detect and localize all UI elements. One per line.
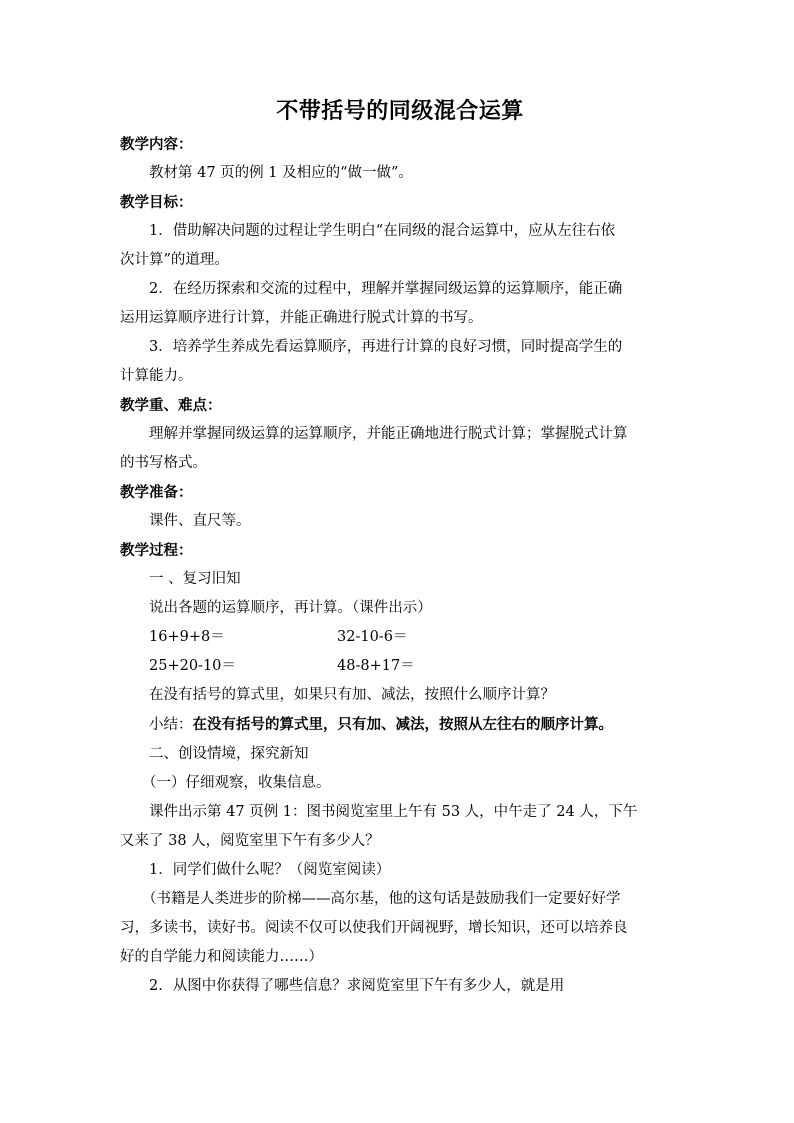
heading-key-points: 教学重、难点：: [120, 397, 222, 414]
summary-text: 在没有括号的算式里，只有加、减法，按照从左往右的顺序计算。: [192, 716, 613, 733]
heading-teaching-goals: 教学目标：: [120, 194, 193, 211]
paragraph-preparation: 课件、直尺等。: [149, 513, 251, 529]
key-points-line-1: 理解并掌握同级运算的运算顺序，并能正确地进行脱式计算；掌握脱式计算: [149, 426, 628, 442]
quote-line-3: 好的自学能力和阅读能力……）: [120, 949, 323, 965]
paragraph-teaching-content: 教材第 47 页的例 1 及相应的“做一做”。: [149, 165, 413, 181]
equation-row-1: [120, 623, 680, 652]
key-points-line-2: 的书写格式。: [120, 455, 207, 471]
heading-preparation: 教学准备：: [120, 484, 193, 501]
question-2: 2．从图中你获得了哪些信息？求阅览室里下午有多少人，就是用: [149, 978, 565, 994]
quote-line-2: 习，多读书，读好书。阅读不仅可以使我们开阔视野，增长知识，还可以培养良: [120, 920, 628, 936]
goal-2-line-1: 2．在经历探索和交流的过程中，理解并掌握同级运算的运算顺序，能正确: [149, 281, 623, 297]
lesson-plan-body: [120, 96, 680, 1001]
heading-teaching-process: 教学过程：: [120, 542, 193, 559]
quote-line-1: （书籍是人类进步的阶梯——高尔基，他的这句话是鼓励我们一定要好好学: [142, 891, 621, 907]
equation-2b: 48-8+17＝: [337, 658, 415, 674]
goal-1-line-1: 1．借助解决问题的过程让学生明白“在同级的混合运算中，应从左往右依: [149, 223, 616, 239]
heading-teaching-content: 教学内容：: [120, 136, 193, 153]
summary-label: 小结：: [149, 717, 193, 733]
step-review: 一 、复习旧知: [149, 571, 241, 587]
goal-2-line-2: 运用运算顺序进行计算，并能正确进行脱式计算的书写。: [120, 310, 483, 326]
page-title: 不带括号的同级混合运算: [276, 98, 524, 124]
substep-observe: （一）仔细观察，收集信息。: [142, 775, 331, 791]
question-1: 1．同学们做什么呢？（阅览室阅读）: [149, 862, 391, 878]
step-new-knowledge: 二、创设情境，探究新知: [149, 746, 309, 762]
equation-2a: 25+20-10＝: [149, 658, 236, 674]
review-instruction: 说出各题的运算顺序，再计算。（课件出示）: [149, 600, 432, 616]
review-question: 在没有括号的算式里，如果只有加、减法，按照什么顺序计算？: [149, 687, 555, 703]
summary: [120, 710, 680, 740]
example-line-1: 课件出示第 47 页例 1：图书阅览室里上午有 53 人，中午走了 24 人，下午: [149, 804, 638, 820]
goal-3-line-2: 计算能力。: [120, 368, 193, 384]
example-line-2: 又来了 38 人，阅览室里下午有多少人？: [120, 833, 380, 849]
equation-1a: 16+9+8＝: [149, 629, 225, 645]
goal-3-line-1: 3．培养学生养成先看运算顺序，再进行计算的良好习惯，同时提高学生的: [149, 339, 623, 355]
equation-1b: 32-10-6＝: [337, 629, 408, 645]
goal-1-line-2: 次计算”的道理。: [120, 252, 229, 268]
equation-row-2: [120, 652, 680, 681]
